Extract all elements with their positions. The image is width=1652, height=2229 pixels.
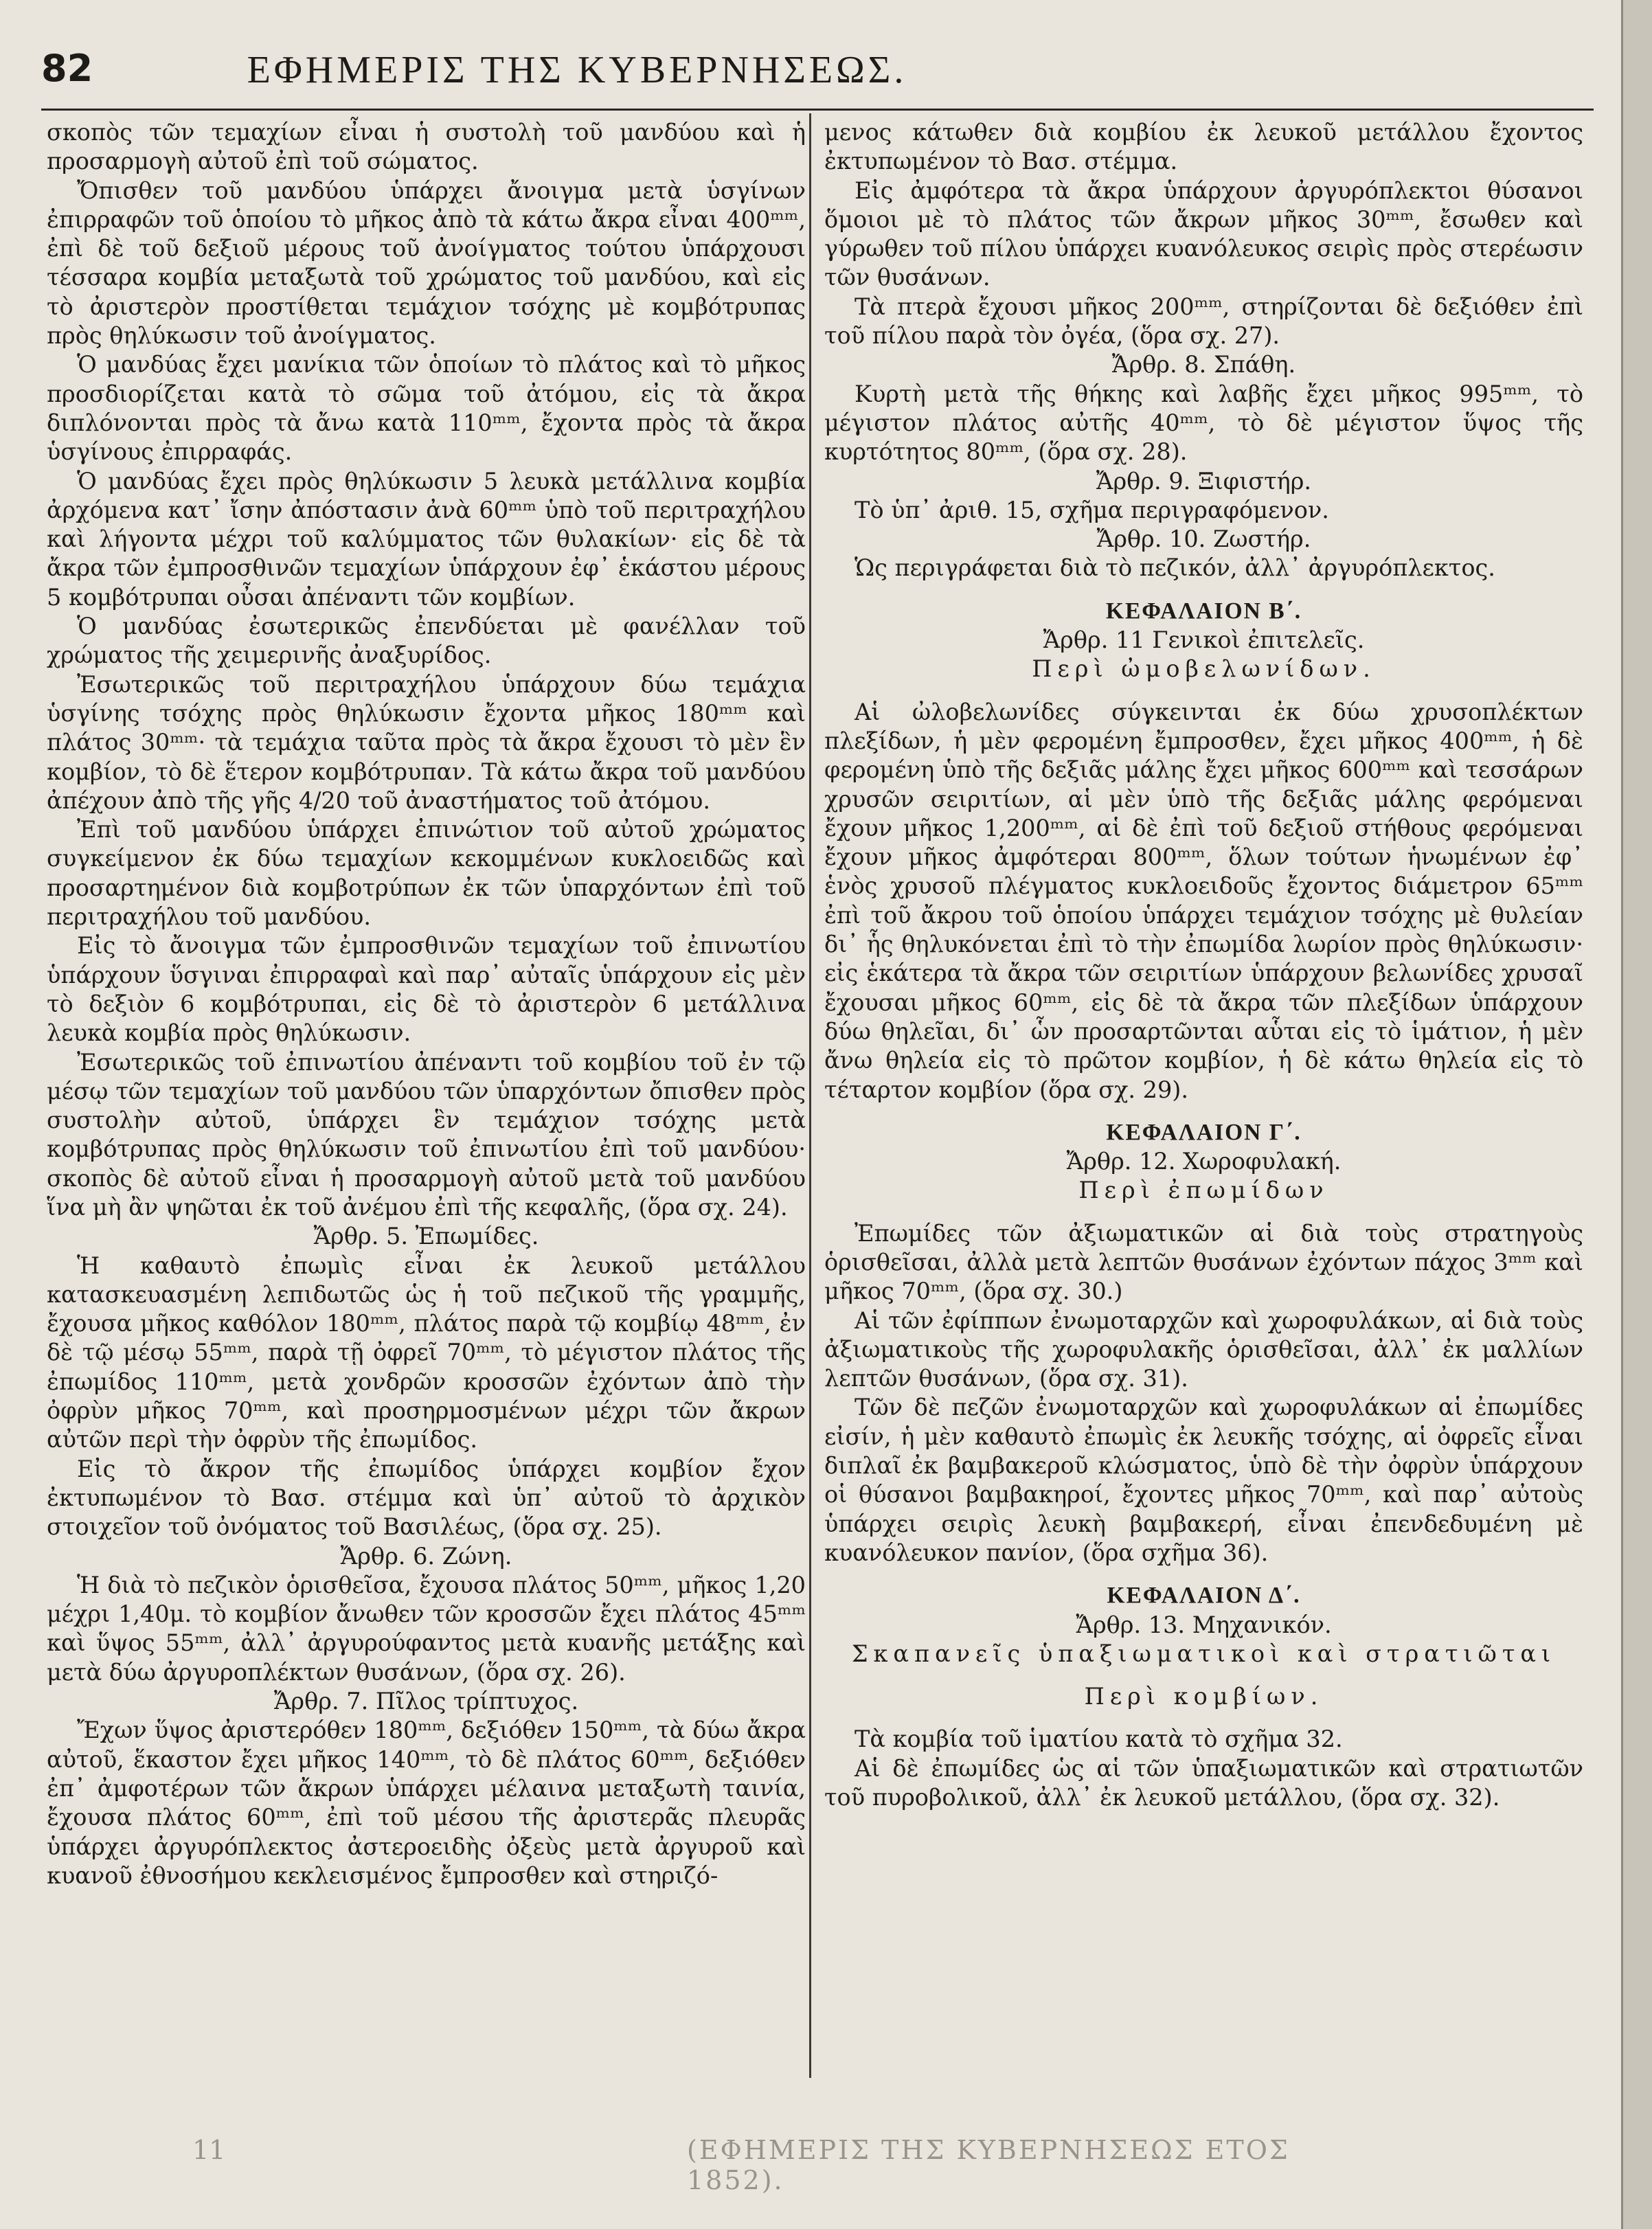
spacer (824, 583, 1583, 597)
paragraph: Ἡ διὰ τὸ πεζικὸν ὁρισθεῖσα, ἔχουσα πλάτος 50ᵐᵐ, μῆκος 1,20 μέχρι 1,40μ. τὸ κομβίον ἄνωθεν τῶν κροσσῶν ἔχει πλάτος 45ᵐᵐ καὶ ὕψος 55ᵐᵐ, ἀλλ᾿ ἀργυρούφαντος μετὰ κυανῆς μετάξης καὶ μετὰ δύω ἀργυροπλέκτων θυσάνων, (ὅρα σχ. 26). (47, 1571, 806, 1686)
paragraph: Ὁ μανδύας ἐσωτερικῶς ἐπενδύεται μὲ φανέλλαν τοῦ χρώματος τῆς χειμερινῆς ἀναξυρίδος. (47, 613, 806, 669)
paragraph: Εἰς τὸ ἄνοιγμα τῶν ἐμπροσθινῶν τεμαχίων τοῦ ἐπινωτίου ὑπάρχουν ὕσγιναι ἐπιρραφαὶ καὶ παρ᾿ αὐταῖς ὑπάρχουν εἰς μὲν τὸ δεξιὸν 6 κομβότρυπαι, εἰς δὲ τὸ ἀριστερὸν 6 μετάλλινα λευκὰ κομβία πρὸς θηλύκωσιν. (47, 932, 806, 1047)
paragraph: Ἐπωμίδες τῶν ἀξιωματικῶν αἱ διὰ τοὺς στρατηγοὺς ὁρισθεῖσαι, ἀλλὰ μετὰ λεπτῶν θυσάνων ἐχόντων πάχος 3ᵐᵐ καὶ μῆκος 70ᵐᵐ, (ὅρα σχ. 30.) (824, 1219, 1583, 1305)
page-edge (1621, 0, 1652, 2229)
paragraph: Ἐπὶ τοῦ μανδύου ὑπάρχει ἐπινώτιον τοῦ αὐτοῦ χρώματος συγκείμενον ἐκ δύω τεμαχίων κεκομμένων κυκλοειδῶς καὶ προσαρτημένον διὰ κομβοτρύπων ἐκ τῶν ὑπαρχόντων ἐπὶ τοῦ περιτραχήλου τοῦ μανδύου. (47, 816, 806, 931)
article-heading: Ἄρθρ. 11 Γενικοὶ ἐπιτελεῖς. (1043, 626, 1365, 654)
article-heading: Ἄρθρ. 12. Χωροφυλακή. (1066, 1148, 1342, 1175)
paragraph: Κυρτὴ μετὰ τῆς θήκης καὶ λαβῆς ἔχει μῆκος 995ᵐᵐ, τὸ μέγιστον πλάτος αὐτῆς 40ᵐᵐ, τὸ δὲ μέγιστον ὕψος τῆς κυρτότητος 80ᵐᵐ, (ὅρα σχ. 28). (824, 380, 1583, 466)
right-column (824, 118, 1583, 1812)
paragraph: Τὸ ὑπ᾿ ἀριθ. 15, σχῆμα περιγραφόμενον. (855, 496, 1329, 523)
spacer (824, 684, 1583, 698)
paragraph: Ἔχων ὕψος ἀριστερόθεν 180ᵐᵐ, δεξιόθεν 150ᵐᵐ, τὰ δύω ἄκρα αὐτοῦ, ἕκαστον ἔχει μῆκος 140ᵐᵐ, τὸ δὲ πλάτος 60ᵐᵐ, δεξιόθεν ἐπ᾿ ἀμφοτέρων τῶν ἄκρων ὑπάρχει μέλαινα μεταξωτὴ ταινία, ἔχουσα πλάτος 60ᵐᵐ, ἐπὶ τοῦ μέσου τῆς ἀριστερᾶς πλευρᾶς ὑπάρχει ἀργυρόπλεκτος ἀστεροειδὴς ὀξεὺς μετὰ ἀργυροῦ καὶ κυανοῦ ἐθνοσήμου κεκλεισμένος ἔμπροσθεν καὶ στηριζό- (47, 1717, 806, 1889)
section-heading: Περὶ ὠμοβελωνίδων. (1032, 655, 1376, 683)
article-heading: Ἄρθρ. 6. Ζώνη. (340, 1542, 512, 1570)
paragraph: Ὡς περιγράφεται διὰ τὸ πεζικόν, ἀλλ᾿ ἀργυρόπλεκτος. (855, 554, 1495, 582)
paragraph: Ἐσωτερικῶς τοῦ περιτραχήλου ὑπάρχουν δύω τεμάχια ὑσγίνης τσόχης πρὸς θηλύκωσιν ἔχοντα μῆκος 180ᵐᵐ καὶ πλάτος 30ᵐᵐ· τὰ τεμάχια ταῦτα πρὸς τὰ ἄκρα ἔχουσι τὸ μὲν ἓν κομβίον, τὸ δὲ ἕτερον κομβότρυπαν. Τὰ κάτω ἄκρα τοῦ μανδύου ἀπέχουν ἀπὸ τῆς γῆς 4/20 τοῦ ἀναστήματος τοῦ ἀτόμου. (47, 670, 806, 814)
paragraph: Αἱ τῶν ἐφίππων ἐνωμοταρχῶν καὶ χωροφυλάκων, αἱ διὰ τοὺς ἀξιωματικοὺς τῆς χωροφυλακῆς ὁρισθεῖσαι, ἀλλ᾿ ἐκ μαλλίων λεπτῶν θυσάνων, (ὅρα σχ. 31). (824, 1306, 1583, 1392)
paragraph: Αἱ δὲ ἐπωμίδες ὡς αἱ τῶν ὑπαξιωματικῶν καὶ στρατιωτῶν τοῦ πυροβολικοῦ, ἀλλ᾿ ἐκ λευκοῦ μετάλλου, (ὅρα σχ. 32). (824, 1754, 1583, 1811)
chapter-heading: ΚΕΦΑΛΑΙΟΝ Δ΄. (1107, 1583, 1301, 1609)
paragraph: Τὰ πτερὰ ἔχουσι μῆκος 200ᵐᵐ, στηρίζονται δὲ δεξιόθεν ἐπὶ τοῦ πίλου παρὰ τὸν ὀγέα, (ὅρα σχ. 27). (824, 293, 1583, 350)
article-heading: Ἄρθρ. 8. Σπάθη. (1111, 351, 1296, 378)
paragraph: Τὰ κομβία τοῦ ἱματίου κατὰ τὸ σχῆμα 32. (855, 1726, 1343, 1753)
article-heading: Ἄρθρ. 5. Ἐπωμίδες. (313, 1223, 539, 1250)
paragraph: Ὁ μανδύας ἔχει μανίκια τῶν ὁποίων τὸ πλάτος καὶ τὸ μῆκος προσδιορίζεται κατὰ τὸ σῶμα τοῦ ἀτόμου, εἰς τὰ ἄκρα διπλόνονται πρὸς τὰ ἄνω κατὰ 110ᵐᵐ, ἔχοντα πρὸς τὰ ἄκρα ὑσγίνους ἐπιρραφάς. (47, 351, 806, 466)
page-number: 82 (41, 47, 93, 90)
paragraph: Ἐσωτερικῶς τοῦ ἐπινωτίου ἀπέναντι τοῦ κομβίου τοῦ ἐν τῷ μέσῳ τῶν τεμαχίων τοῦ μανδύου τῶν ὑπαρχόντων ὄπισθεν πρὸς συστολὴν αὐτοῦ, ὑπάρχει ἓν τεμάχιον τσόχης μετὰ κομβότρυπας πρὸς θηλύκωσιν τοῦ ἐπινωτίου ἐπὶ τοῦ μανδύου· σκοπὸς δὲ αὐτοῦ εἶναι ἡ προσαρμογὴ αὐτοῦ μετὰ τοῦ μανδύου ἵνα μὴ ἂν ψηῶται ἐκ τοῦ ἀνέμου ἐπὶ τῆς κεφαλῆς, (ὅρα σχ. 24). (47, 1048, 806, 1221)
chapter-heading: ΚΕΦΑΛΑΙΟΝ Γ΄. (1106, 1119, 1302, 1145)
bleed-through-text: (ΕΦΗΜΕΡΙΣ ΤΗΣ ΚΥΒΕΡΝΗΣΕΩΣ ΕΤΟΣ 1852). (687, 2135, 1290, 2195)
paragraph: μενος κάτωθεν διὰ κομβίου ἐκ λευκοῦ μετάλλου ἔχοντος ἐκτυπωμένον τὸ Βασ. στέμμα. (824, 119, 1583, 175)
paragraph: Ὁ μανδύας ἔχει πρὸς θηλύκωσιν 5 λευκὰ μετάλλινα κομβία ἀρχόμενα κατ᾿ ἴσην ἀπόστασιν ἀνὰ 60ᵐᵐ ὑπὸ τοῦ περιτραχήλου καὶ λήγοντα μέχρι τοῦ καλύμματος τῶν θυλακίων· εἰς δὲ τὰ ἄκρα τῶν ἐμπροσθινῶν τεμαχίων ὑπάρχουν ἐφ᾿ ἑκάστου μέρους 5 κομβότρυπαι οὖσαι ἀπέναντι τῶν κομβίων. (47, 467, 806, 611)
paragraph: Εἰς τὸ ἄκρον τῆς ἐπωμίδος ὑπάρχει κομβίον ἔχον ἐκτυπωμένον τὸ Βασ. στέμμα καὶ ὑπ᾿ αὐτοῦ τὸ ἀρχικὸν στοιχεῖον τοῦ ὀνόματος τοῦ Βασιλέως, (ὅρα σχ. 25). (47, 1455, 806, 1541)
paragraph: Ὄπισθεν τοῦ μανδύου ὑπάρχει ἄνοιγμα μετὰ ὑσγίνων ἐπιρραφῶν τοῦ ὁποίου τὸ μῆκος ἀπὸ τὰ κάτω ἄκρα εἶναι 400ᵐᵐ, ἐπὶ δὲ τοῦ δεξιοῦ μέρους τοῦ ἀνοίγματος τούτου ὑπάρχουσι τέσσαρα κομβία μεταξωτὰ τοῦ χρώματος τοῦ μανδύου, καὶ εἰς τὸ ἀριστερὸν προστίθεται τεμάχιον τσόχης μὲ κομβότρυπας πρὸς θηλύκωσιν τοῦ ἀνοίγματος. (47, 177, 806, 350)
page-footer (192, 2135, 1360, 2195)
spacer (824, 1568, 1583, 1581)
spacer (824, 1105, 1583, 1118)
chapter-heading: ΚΕΦΑΛΑΙΟΝ Β΄. (1105, 598, 1302, 624)
header-rule (41, 109, 1594, 111)
journal-title: ΕΦΗΜΕΡΙΣ ΤΗΣ ΚΥΒΕΡΝΗΣΕΩΣ. (247, 49, 907, 91)
paragraph: Αἱ ὠλοβελωνίδες σύγκεινται ἐκ δύω χρυσοπλέκτων πλεξίδων, ἡ μὲν φερομένη ἔμπροσθεν, ἔχει μῆκος 400ᵐᵐ, ἡ δὲ φερομένη ὑπὸ τῆς δεξιᾶς μάλης ἔχει μῆκος 600ᵐᵐ καὶ τεσσάρων χρυσῶν σειριτίων, αἱ μὲν ὑπὸ τῆς δεξιᾶς μάλης φερόμεναι ἔχουν μῆκος 1,200ᵐᵐ, αἱ δὲ ἐπὶ τοῦ δεξιοῦ στήθους φερόμεναι ἔχουν μῆκος ἀμφότεραι 800ᵐᵐ, ὅλων τούτων ἡνωμένων ἐφ᾿ ἑνὸς χρυσοῦ πλέγματος κυκλοειδοῦς ἔχοντος διάμετρον 65ᵐᵐ ἐπὶ τοῦ ἄκρου τοῦ ὁποίου ὑπάρχει τεμάχιον τσόχης μὲ θυλείαν δι᾿ ἧς θηλυκόνεται ἐπὶ τὸ τὴν ἐπωμίδα λωρίον πρὸς θηλύκωσιν· εἰς ἑκάτερα τὰ ἄκρα τῶν σειριτίων ὑπάρχουν βελωνίδες χρυσαῖ ἔχουσαι μῆκος 60ᵐᵐ, εἰς δὲ τὰ ἄκρα τῶν πλεξίδων ὑπάρχουν δύω θηλεῖαι, δι᾿ ὧν προσαρτῶνται αὗται εἰς τὸ ἱμάτιον, ἡ μὲν ἄνω θηλεία εἰς τὸ πρῶτον κομβίον, ἡ δὲ κάτω θηλεία εἰς τὸ τέταρτον κομβίον (ὅρα σχ. 29). (824, 698, 1583, 1103)
left-column (47, 118, 806, 1890)
paragraph: Ἡ καθαυτὸ ἐπωμὶς εἶναι ἐκ λευκοῦ μετάλλου κατασκευασμένη λεπιδωτῶς ὡς ἡ τοῦ πεζικοῦ τῆς γραμμῆς, ἔχουσα μῆκος καθόλον 180ᵐᵐ, πλάτος παρὰ τῷ κομβίῳ 48ᵐᵐ, ἐν δὲ τῷ μέσῳ 55ᵐᵐ, παρὰ τῇ ὀφρεῖ 70ᵐᵐ, τὸ μέγιστον πλάτος τῆς ἐπωμίδος 110ᵐᵐ, μετὰ χονδρῶν κροσσῶν ἐχόντων ἀπὸ τὴν ὀφρὺν μῆκος 70ᵐᵐ, καὶ προσηρμοσμένων μέχρι τῶν ἄκρων αὐτῶν περὶ τὴν ὀφρὺν τῆς ἐπωμίδος. (47, 1252, 806, 1453)
paragraph: σκοπὸς τῶν τεμαχίων εἶναι ἡ συστολὴ τοῦ μανδύου καὶ ἡ προσαρμογὴ αὐτοῦ ἐπὶ τοῦ σώματος. (47, 119, 806, 175)
spacer (824, 1711, 1583, 1725)
article-heading: Ἄρθρ. 9. Ξιφιστήρ. (1096, 467, 1312, 495)
column-divider (809, 113, 811, 2078)
article-heading: Ἄρθρ. 13. Μηχανικόν. (1076, 1611, 1332, 1638)
section-heading: Σκαπανεῖς ὑπαξιωματικοὶ καὶ στρατιῶται (851, 1640, 1557, 1667)
paragraph: Εἰς ἀμφότερα τὰ ἄκρα ὑπάρχουν ἀργυρόπλεκτοι θύσανοι ὅμοιοι μὲ τὸ πλάτος τῶν ἄκρων μῆκος 30ᵐᵐ, ἔσωθεν καὶ γύρωθεν τοῦ πίλου ὑπάρχει κυανόλευκος σειρὶς πρὸς στερέωσιν τῶν θυσάνων. (824, 177, 1583, 291)
page-header (41, 41, 1113, 103)
paragraph: Τῶν δὲ πεζῶν ἐνωμοταρχῶν καὶ χωροφυλάκων αἱ ἐπωμίδες εἰσίν, ἡ μὲν καθαυτὸ ἐπωμὶς ἐκ λευκῆς τσόχης, αἱ ὀφρεῖς εἶναι διπλαῖ ἐκ βαμβακεροῦ κλώσματος, ὑπὸ δὲ τὴν ὀφρὺν ὑπάρχουν οἱ θύσανοι βαμβακηροί, ἔχοντες μῆκος 70ᵐᵐ, καὶ παρ᾿ αὐτοὺς ὑπάρχει σειρὶς λευκὴ βαμβακερή, εἶναι ἐπενδεδυμένη μὲ κυανόλευκον πανίον, (ὅρα σχῆμα 36). (824, 1394, 1583, 1566)
section-heading: Περὶ κομβίων. (1084, 1683, 1324, 1710)
spacer (824, 1668, 1583, 1682)
article-heading: Ἄρθρ. 10. Ζωστήρ. (1096, 525, 1311, 553)
spacer (824, 1206, 1583, 1219)
sheet-number: 11 (192, 2135, 226, 2165)
section-heading: Περὶ ἐπωμίδων (1078, 1177, 1329, 1204)
article-heading: Ἄρθρ. 7. Πῖλος τρίπτυχος. (273, 1688, 579, 1715)
